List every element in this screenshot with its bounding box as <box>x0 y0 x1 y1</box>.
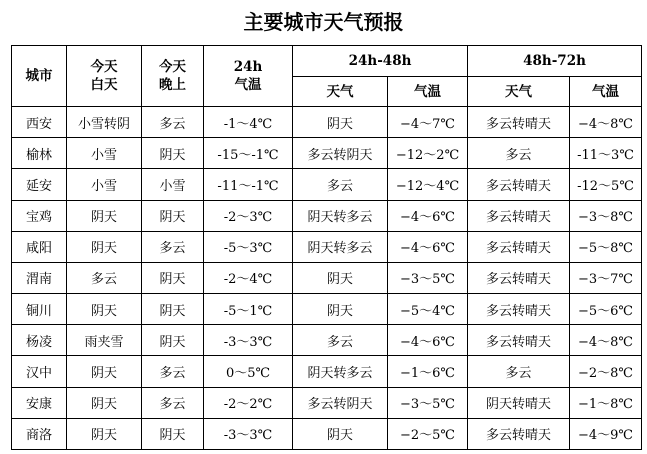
table-row <box>12 169 642 200</box>
header-today-night <box>142 46 204 107</box>
header-today-day-line1: 今天 <box>90 59 118 75</box>
cell-weather-48h: 阴天 <box>293 107 388 138</box>
cell-temp-72h: −4～8℃ <box>570 107 642 138</box>
header-48h-72h: 48h-72h <box>468 46 642 77</box>
header-today-night-line1: 今天 <box>159 59 186 75</box>
table-row <box>12 418 642 449</box>
cell-weather-72h: 多云转晴天 <box>468 107 570 138</box>
cell-today-day: 阴天 <box>67 356 142 387</box>
cell-temp-24h: -15～-1℃ <box>204 138 293 169</box>
header-24h-line1: 24h <box>233 59 263 75</box>
cell-temp-48h: −2～5℃ <box>388 418 468 449</box>
cell-today-day: 多云 <box>67 262 142 293</box>
cell-weather-72h: 多云转晴天 <box>468 169 570 200</box>
cell-city: 延安 <box>12 169 67 200</box>
cell-today-night: 阴天 <box>142 200 204 231</box>
cell-today-night: 多云 <box>142 231 204 262</box>
cell-temp-48h: −4～6℃ <box>388 325 468 356</box>
cell-today-day: 阴天 <box>67 387 142 418</box>
cell-weather-72h: 多云转晴天 <box>468 200 570 231</box>
cell-temp-24h: -11～-1℃ <box>204 169 293 200</box>
cell-temp-48h: −5～4℃ <box>388 294 468 325</box>
cell-today-day: 雨夹雪 <box>67 325 142 356</box>
cell-weather-48h: 阴天 <box>293 294 388 325</box>
cell-temp-24h: -1～4℃ <box>204 107 293 138</box>
cell-temp-72h: −3～7℃ <box>570 262 642 293</box>
cell-temp-72h: −2～8℃ <box>570 356 642 387</box>
cell-city: 商洛 <box>12 418 67 449</box>
cell-temp-48h: −3～5℃ <box>388 262 468 293</box>
cell-weather-72h: 多云转晴天 <box>468 294 570 325</box>
cell-temp-72h: -11～3℃ <box>570 138 642 169</box>
header-today-day-line2: 白天 <box>90 77 118 93</box>
cell-temp-72h: −4～8℃ <box>570 325 642 356</box>
cell-today-night: 多云 <box>142 356 204 387</box>
cell-today-day: 阴天 <box>67 231 142 262</box>
cell-weather-72h: 多云转晴天 <box>468 262 570 293</box>
cell-today-night: 小雪 <box>142 169 204 200</box>
cell-city: 安康 <box>12 387 67 418</box>
table-row <box>12 200 642 231</box>
cell-today-night: 阴天 <box>142 262 204 293</box>
table-row <box>12 138 642 169</box>
cell-temp-24h: 0～5℃ <box>204 356 293 387</box>
cell-temp-48h: −4～6℃ <box>388 231 468 262</box>
cell-temp-72h: −1～8℃ <box>570 387 642 418</box>
cell-weather-72h: 多云转晴天 <box>468 418 570 449</box>
cell-temp-24h: -3～3℃ <box>204 418 293 449</box>
cell-city: 宝鸡 <box>12 200 67 231</box>
cell-weather-72h: 阴天转晴天 <box>468 387 570 418</box>
cell-weather-72h: 多云转晴天 <box>468 231 570 262</box>
cell-today-night: 阴天 <box>142 138 204 169</box>
cell-today-day: 阴天 <box>67 418 142 449</box>
table-row <box>12 387 642 418</box>
cell-city: 铜川 <box>12 294 67 325</box>
header-city: 城市 <box>12 46 67 107</box>
cell-weather-72h: 多云 <box>468 138 570 169</box>
cell-temp-72h: -12～5℃ <box>570 169 642 200</box>
cell-weather-48h: 多云 <box>293 169 388 200</box>
header-temp-72: 气温 <box>570 77 642 107</box>
table-row <box>12 356 642 387</box>
cell-weather-72h: 多云转晴天 <box>468 325 570 356</box>
cell-today-night: 多云 <box>142 387 204 418</box>
cell-today-night: 阴天 <box>142 325 204 356</box>
cell-weather-48h: 阴天转多云 <box>293 356 388 387</box>
header-today-night-line2: 晚上 <box>159 77 186 93</box>
header-24h <box>204 46 293 107</box>
cell-weather-48h: 多云 <box>293 325 388 356</box>
cell-today-day: 阴天 <box>67 294 142 325</box>
table-body <box>12 107 642 450</box>
cell-today-night: 阴天 <box>142 294 204 325</box>
cell-temp-48h: −4～7℃ <box>388 107 468 138</box>
cell-weather-48h: 阴天转多云 <box>293 231 388 262</box>
table-row <box>12 107 642 138</box>
page-title: 主要城市天气预报 <box>243 10 404 34</box>
cell-today-day: 小雪 <box>67 169 142 200</box>
cell-weather-48h: 阴天转多云 <box>293 200 388 231</box>
cell-today-day: 小雪 <box>67 138 142 169</box>
cell-city: 西安 <box>12 107 67 138</box>
cell-today-day: 小雪转阴 <box>67 107 142 138</box>
cell-weather-48h: 阴天 <box>293 418 388 449</box>
cell-temp-24h: -2～2℃ <box>204 387 293 418</box>
cell-temp-24h: -5～3℃ <box>204 231 293 262</box>
cell-city: 咸阳 <box>12 231 67 262</box>
cell-temp-24h: -2～4℃ <box>204 262 293 293</box>
table-row <box>12 262 642 293</box>
header-today-day <box>67 46 142 107</box>
cell-city: 杨凌 <box>12 325 67 356</box>
cell-temp-24h: -5～1℃ <box>204 294 293 325</box>
cell-temp-48h: −3～5℃ <box>388 387 468 418</box>
cell-temp-48h: −1～6℃ <box>388 356 468 387</box>
table-row <box>12 325 642 356</box>
cell-today-day: 阴天 <box>67 200 142 231</box>
header-weather-72: 天气 <box>468 77 570 107</box>
header-24h-48h: 24h-48h <box>293 46 468 77</box>
weather-forecast-table <box>11 45 642 450</box>
cell-temp-72h: −3～8℃ <box>570 200 642 231</box>
cell-city: 渭南 <box>12 262 67 293</box>
header-temp-48: 气温 <box>388 77 468 107</box>
cell-weather-48h: 阴天 <box>293 262 388 293</box>
cell-temp-72h: −5～8℃ <box>570 231 642 262</box>
header-24h-line2: 气温 <box>234 77 262 93</box>
cell-today-night: 阴天 <box>142 418 204 449</box>
cell-temp-24h: -2～3℃ <box>204 200 293 231</box>
cell-weather-48h: 多云转阴天 <box>293 387 388 418</box>
cell-temp-72h: −5～6℃ <box>570 294 642 325</box>
header-weather-48: 天气 <box>293 77 388 107</box>
cell-temp-24h: -3～3℃ <box>204 325 293 356</box>
cell-weather-72h: 多云 <box>468 356 570 387</box>
table-row <box>12 231 642 262</box>
table-row <box>12 294 642 325</box>
cell-temp-72h: −4～9℃ <box>570 418 642 449</box>
cell-weather-48h: 多云转阴天 <box>293 138 388 169</box>
cell-temp-48h: −4～6℃ <box>388 200 468 231</box>
cell-city: 汉中 <box>12 356 67 387</box>
header-row-1 <box>12 46 642 77</box>
cell-temp-48h: −12～4℃ <box>388 169 468 200</box>
cell-today-night: 多云 <box>142 107 204 138</box>
cell-temp-48h: −12～2℃ <box>388 138 468 169</box>
cell-city: 榆林 <box>12 138 67 169</box>
